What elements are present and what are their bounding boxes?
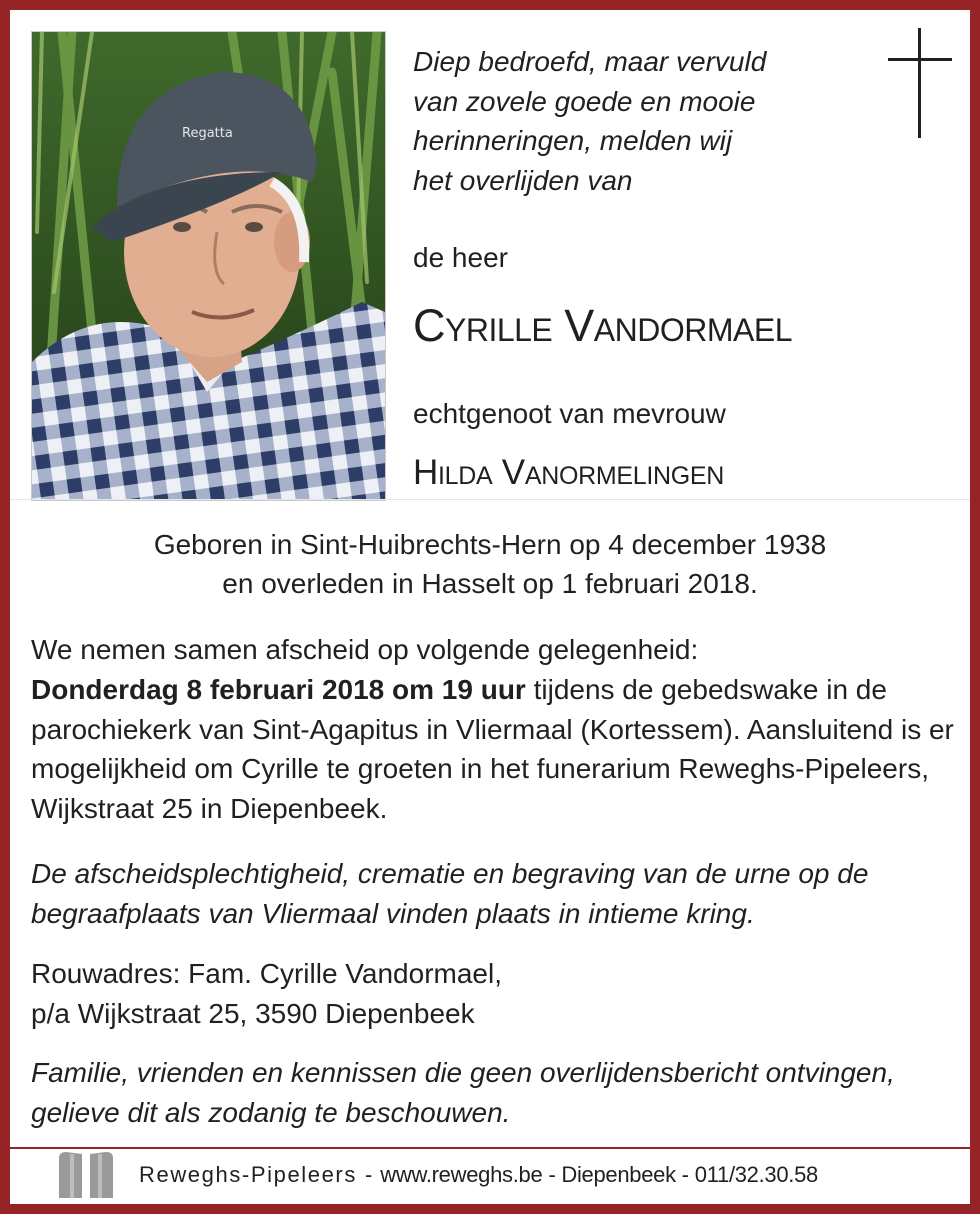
footer-website-link[interactable]: www.reweghs.be xyxy=(380,1162,543,1187)
footer-divider xyxy=(10,1147,970,1149)
farewell-intro: We nemen samen afscheid op volgende gelegenheid: xyxy=(31,634,699,665)
intro-text: Diep bedroefd, maar vervuld van zovele goede en mooie herinneringen, melden wij het overlijden van xyxy=(413,46,767,196)
section-divider xyxy=(10,499,970,500)
spouse-name: Hilda Vanormelingen xyxy=(413,453,725,492)
portrait-photo xyxy=(31,31,386,501)
ceremony-paragraph: De afscheidsplechtigheid, crematie en begraving van de urne op de begraafplaats van Vliermaal vinden plaats in intieme kring. xyxy=(31,858,869,929)
title-line: de heer xyxy=(413,242,508,273)
footer-contact xyxy=(139,1160,818,1190)
cap-logo-text: Regatta xyxy=(182,126,233,141)
cross-icon xyxy=(888,28,952,138)
spouse-line: echtgenoot van mevrouw xyxy=(413,398,726,429)
address-line-2: p/a Wijkstraat 25, 3590 Diepenbeek xyxy=(31,997,475,1029)
family-note: Familie, vrienden en kennissen die geen overlijdensbericht ontvingen, gelieve dit als zodanig te beschouwen. xyxy=(31,1057,895,1128)
death-line: en overleden in Hasselt op 1 februari 2018. xyxy=(222,568,758,599)
wake-date-time: Donderdag 8 februari 2018 om 19 uur xyxy=(31,674,526,705)
portrait-illustration xyxy=(32,32,385,500)
wake-paragraph xyxy=(31,670,961,828)
footer-brand: Reweghs-Pipeleers xyxy=(139,1162,357,1187)
footer-separator: - xyxy=(364,1162,373,1187)
footer-city: - Diepenbeek - xyxy=(548,1162,689,1187)
mourning-address xyxy=(31,954,961,1033)
birth-death-info xyxy=(10,525,970,603)
wake-details: tijdens de gebedswake in de parochiekerk van Sint-Agapitus in Vliermaal (Kortessem). Aansluitend is er mogelijkheid om Cyrille te groeten in het funerarium Reweghs-Pipeleers, Wijkstraat 25 in Diepenbeek. xyxy=(31,674,954,824)
address-line-1: Rouwadres: Fam. Cyrille Vandormael, xyxy=(31,958,502,989)
birth-line: Geboren in Sint-Huibrechts-Hern op 4 december 1938 xyxy=(153,529,827,560)
funeral-home-logo-icon xyxy=(56,1150,116,1200)
footer-phone: 011/32.30.58 xyxy=(694,1162,818,1187)
deceased-name: Cyrille Vandormael xyxy=(413,300,792,351)
